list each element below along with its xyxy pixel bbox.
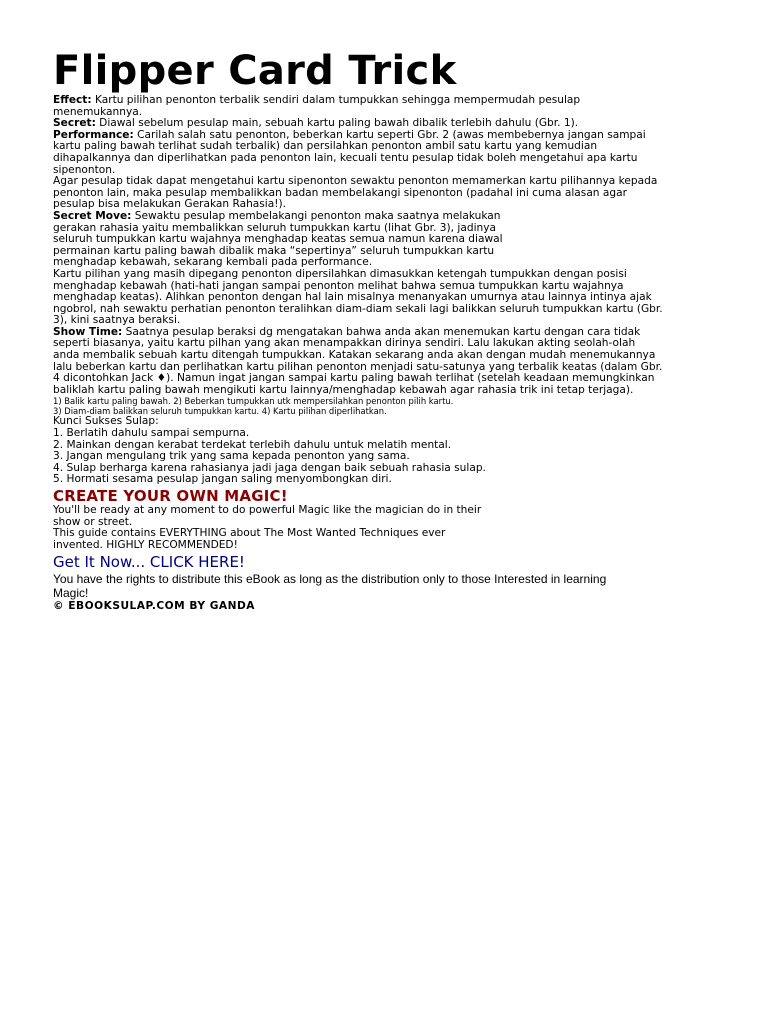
performance-label: Performance:: [53, 128, 134, 141]
list-item: 2. Mainkan dengan kerabat terdekat terlebih dahulu untuk melatih mental.: [53, 438, 452, 451]
promo-text-1: You'll be ready at any moment to do powerful Magic like the magician do in their show or street.: [53, 504, 482, 528]
document-page: [53, 48, 663, 613]
effect-text: Kartu pilihan penonton terbalik sendiri dalam tumpukkan sehingga mempermudah pesulap menemukannya.: [53, 94, 581, 118]
secret-move-paragraph-2: Kartu pilihan yang masih dipegang penonton dipersilahkan dimasukkan ketengah tumpukkan dengan posisi menghadap kebawah (hati-hati jangan sampai penonton melihat bahwa semua tumpukkan kartu wajahnya menghadap keatas). Alihkan penonton dengan hal lain misalnya menanyakan umurnya atau lainnya intinya ajak ngobrol, nah sewaktu perhatian penonton teralihkan diam-diam sekali lagi balikkan seluruh tumpukkan kartu (Gbr. 3), kini saatnya beraksi.: [53, 267, 663, 327]
secret-move-line-5: menghadap kebawah, sekarang kembali pada performance.: [53, 256, 373, 269]
promo-text-2: This guide contains EVERYTHING about The Most Wanted Techniques ever invented. HIGHLY RECOMMENDED!: [53, 527, 446, 551]
performance-text: Carilah salah satu penonton, beberkan kartu seperti Gbr. 2 (awas membebernya jangan sampai kartu paling bawah terlihat sudah terbalik) dan persilahkan penonton ambil satu kartu yang kemudian dihapalkannya dan diperlihatkan pada penonton lain, kecuali tentu pesulap tidak boleh mengetahui apa kartu sipenonton.: [53, 128, 646, 176]
secret-move-line-4: permainan kartu paling bawah dibalik maka “sepertinya” seluruh tumpukkan kartu: [53, 244, 495, 257]
page-title: Flipper Card Trick: [53, 48, 457, 94]
effect-paragraph: [53, 95, 663, 118]
figure-caption-1: 1) Balik kartu paling bawah. 2) Beberkan tumpukkan utk mempersilahkan penonton pilih kartu.: [53, 396, 454, 407]
secret-text: Diawal sebelum pesulap main, sebuah kartu paling bawah dibalik terlebih dahulu (Gbr. 1).: [95, 117, 579, 130]
performance-paragraph-2: Agar pesulap tidak dapat mengetahui kartu sipenonton sewaktu penonton memamerkan kartu pilihannya kepada penonton lain, maka pesulap membalikkan badan membelakangi sipenonton (padahal ini cuma alasan agar pesulap bisa melakukan Gerakan Rahasia!).: [53, 175, 658, 211]
performance-paragraph: [53, 130, 663, 176]
copyright-notice: © EBOOKSULAP.COM BY GANDA: [53, 600, 255, 613]
get-it-now-link[interactable]: Get It Now... CLICK HERE!: [53, 553, 245, 572]
figure-caption-2: 3) Diam-diam balikkan seluruh tumpukkan kartu. 4) Kartu pilihan diperlihatkan.: [53, 406, 387, 417]
tips-list: [53, 428, 663, 486]
secret-move-paragraph: [53, 211, 663, 269]
effect-label: Effect:: [53, 94, 92, 106]
promo-heading: CREATE YOUR OWN MAGIC!: [53, 487, 288, 505]
show-time-label: Show Time:: [53, 325, 123, 338]
list-item: 5. Hormati sesama pesulap jangan saling menyombongkan diri.: [53, 473, 392, 486]
show-time-paragraph: [53, 327, 663, 397]
secret-move-line-3: seluruh tumpukkan kartu wajahnya menghadap keatas semua namun karena diawal: [53, 233, 503, 246]
secret-move-line-1: Sewaktu pesulap membelakangi penonton maka saatnya melakukan: [131, 209, 501, 222]
tips-heading: Kunci Sukses Sulap:: [53, 415, 159, 428]
list-item: 1. Berlatih dahulu sampai sempurna.: [53, 427, 250, 440]
secret-label: Secret:: [53, 117, 96, 130]
secret-move-label: Secret Move:: [53, 209, 132, 222]
secret-move-line-2: gerakan rahasia yaitu membalikkan seluruh tumpukkan kartu (lihat Gbr. 3), jadinya: [53, 221, 496, 234]
show-time-text: Saatnya pesulap beraksi dg mengatakan bahwa anda akan menemukan kartu dengan cara tidak seperti biasanya, yaitu kartu pilhan yang akan menampakkan dirinya sendiri. Lalu lakukan akting seolah-olah anda membalik sebuah kartu ditengah tumpukkan. Katakan sekarang anda akan dengan mudah menemukannya lalu beberkan kartu dan perlihatkan kartu pilihan penonton menjadi satu-satunya yang terbalik keatas (dalam Gbr. 4 dicontohkan Jack ♦). Namun ingat jangan sampai kartu paling bawah terlihat (setelah keadaan memungkinkan baliklah kartu paling bawah mengikuti kartu lainnya/menghadap kebawah agar rahasia trik ini tetap terjaga).: [53, 325, 663, 396]
list-item: 4. Sulap berharga karena rahasianya jadi jaga dengan baik sebuah rahasia sulap.: [53, 461, 486, 474]
list-item: 3. Jangan mengulang trik yang sama kepada penonton yang sama.: [53, 450, 410, 463]
distribution-rights-text: You have the rights to distribute this eBook as long as the distribution only to those Interested in learning Magic!: [53, 572, 607, 601]
